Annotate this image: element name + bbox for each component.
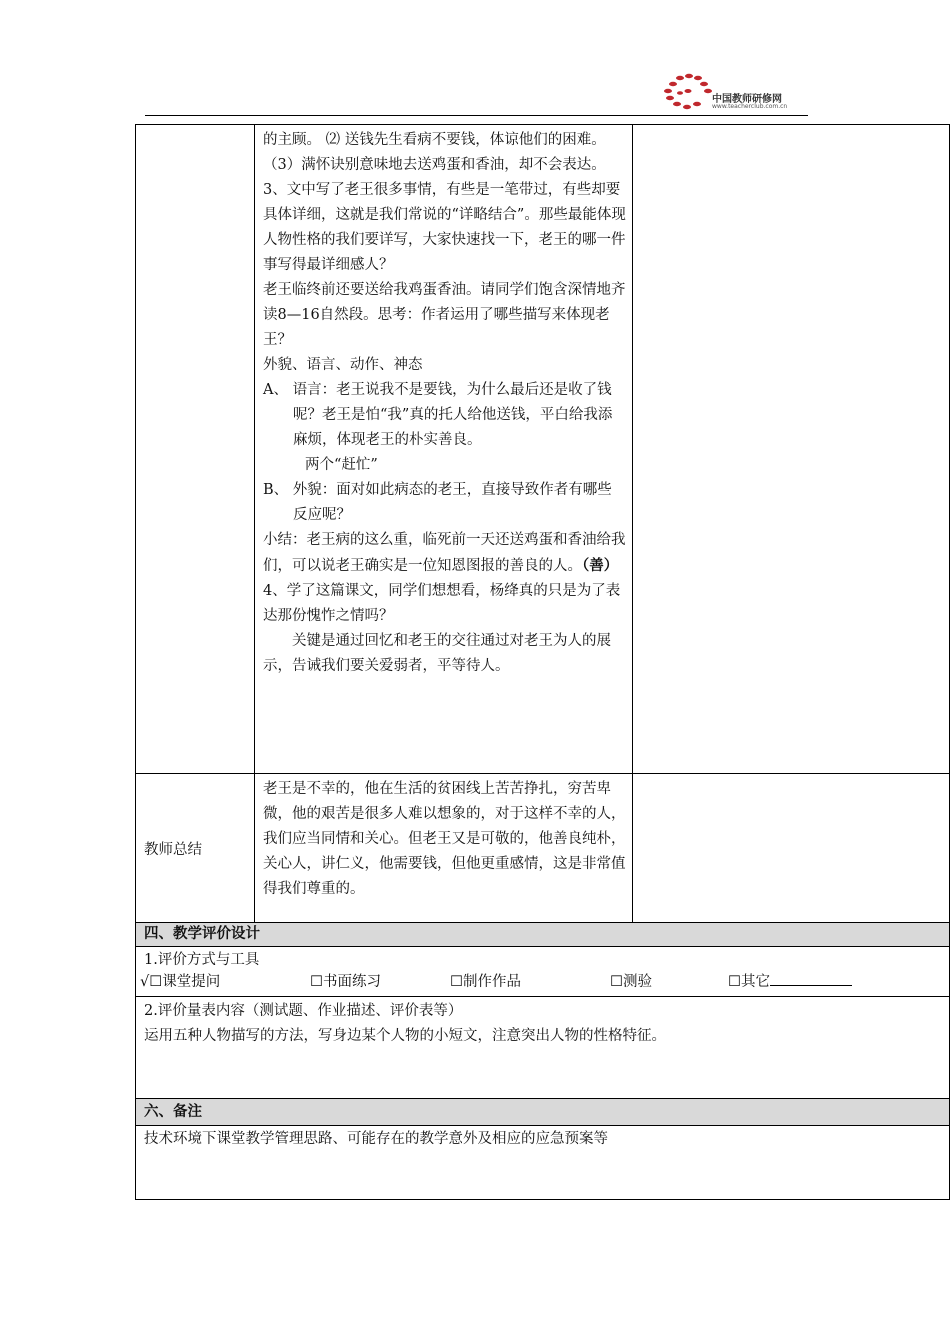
content-line: A、 语言：老王说我不是要钱，为什么最后还是收了钱呢？老王是怕“我”真的托人给他送钱，平白给我添麻烦，体现老王的朴实善良。	[263, 382, 613, 448]
notes-text: 技术环境下课堂教学管理思路、可能存在的教学意外及相应的应急预案等	[144, 1131, 608, 1147]
summary-label: 教师总结	[144, 841, 202, 858]
option-other-label: ☐其它	[728, 974, 770, 990]
content-line: 关键是通过回忆和老王的交往通过对老王为人的展示，告诫我们要关爱弱者，平等待人。	[263, 633, 611, 674]
content-line: 两个“赶忙”	[305, 457, 378, 473]
content-line: 4、学了这篇课文，同学们想想看，杨绛真的只是为了表达那份愧怍之情吗？	[263, 583, 621, 624]
content-line: （3）满怀诀别意味地去送鸡蛋和香油，却不会表达。	[263, 157, 606, 173]
content-line: 外貌、语言、动作、神态	[263, 357, 423, 373]
process-label-cell	[135, 124, 255, 774]
logo-name: 中国教师研修网	[712, 94, 782, 105]
content-line: 老王临终前还要送给我鸡蛋香油。请同学们饱含深情地齐读8—16自然段。思考：作者运用了哪些描写来体现老王？	[263, 282, 626, 348]
option-work-production[interactable]: ☐制作作品	[450, 974, 521, 990]
method-options	[140, 971, 941, 993]
evaluation-section-title: 四、教学评价设计	[135, 922, 950, 947]
option-test[interactable]: ☐测验	[610, 974, 652, 990]
option-written-exercise[interactable]: ☐书面练习	[310, 974, 381, 990]
summary-text: 小结：老王病的这么重，临死前一天还送鸡蛋和香油给我们，可以说老王确实是一位知恩图报的善良的人。	[263, 532, 626, 574]
scale-text: 运用五种人物描写的方法，写身边某个人物的小短文，注意突出人物的性格特征。	[144, 1028, 666, 1044]
method-title: 1.评价方式与工具	[144, 952, 260, 968]
summary-row	[135, 773, 950, 923]
notes-content	[135, 1125, 950, 1200]
process-note-cell	[632, 124, 950, 774]
header-divider	[145, 115, 808, 116]
option-classroom-question[interactable]: √☐课堂提问	[140, 974, 221, 990]
notes-section-title: 六、备注	[135, 1098, 950, 1126]
option-other[interactable]	[728, 971, 852, 993]
process-row	[135, 124, 950, 774]
summary-text: 老王是不幸的，他在生活的贫困线上苦苦挣扎，穷苦卑微，他的艰苦是很多人难以想象的，对于这样不幸的人，我们应当同情和关心。但老王又是可敬的，他善良纯朴，关心人，讲仁义，他需要钱，但他更重感情，这是非常值得我们尊重的。	[263, 781, 626, 897]
summary-label-cell	[135, 773, 255, 923]
evaluation-scale	[135, 996, 950, 1099]
evaluation-methods	[135, 946, 950, 997]
summary-note-cell	[632, 773, 950, 923]
logo-url: www.teacherclub.com.cn	[712, 103, 788, 110]
content-line	[263, 528, 626, 579]
content-line: B、 外貌：面对如此病态的老王，直接导致作者有哪些反应呢？	[263, 482, 612, 523]
summary-keyword: （善）	[582, 557, 619, 574]
option-other-blank[interactable]	[770, 971, 852, 986]
process-content-cell	[254, 124, 633, 774]
content-line: 3、文中写了老王很多事情，有些是一笔带过，有些却要具体详细，这就是我们常说的“详略结合”。那些最能体现人物性格的我们要详写，大家快速找一下，老王的哪一件事写得最详细感人？	[263, 182, 626, 273]
scale-title: 2.评价量表内容（测试题、作业描述、评价表等）	[144, 1003, 463, 1019]
summary-content-cell	[254, 773, 633, 923]
content-line: 的主顾。 ⑵ 送钱先生看病不要钱，体谅他们的困难。	[263, 132, 606, 148]
